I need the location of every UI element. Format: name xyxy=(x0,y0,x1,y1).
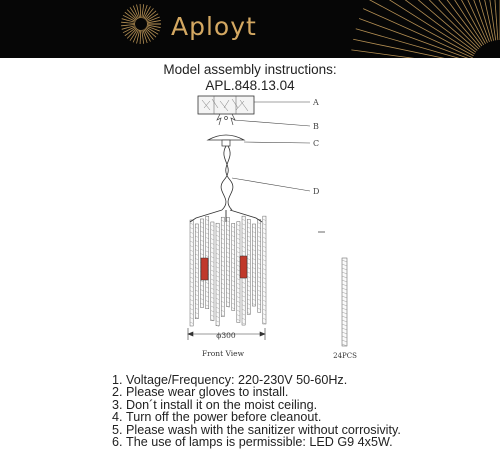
instruction-item: 5. Please wash with the sanitizer without corrosivity. xyxy=(112,422,401,437)
mounting-screws xyxy=(217,114,235,125)
instruction-item: 1. Voltage/Frequency: 220-230V 50-60Hz. xyxy=(112,373,348,387)
dimension-label: ϕ300 xyxy=(216,331,236,340)
leader-lines xyxy=(232,102,310,191)
brand-name: Aployt xyxy=(171,12,257,41)
instruction-item: 6. The use of lamps is permissible: LED G9 4x5W. xyxy=(112,435,393,450)
instruction-item: 3. Don´t install it on the moist ceiling. xyxy=(112,397,318,412)
canopy-cup xyxy=(208,135,244,146)
pendant-count: 24PCS xyxy=(333,352,357,360)
part-label-c: C xyxy=(313,139,320,148)
chain xyxy=(221,146,233,210)
part-label-a: A xyxy=(313,98,319,107)
part-label-b: B xyxy=(313,122,319,131)
ceiling-canopy xyxy=(198,96,254,114)
part-label-d: D xyxy=(313,187,320,196)
crystal-pendant xyxy=(342,258,347,346)
view-label: Front View xyxy=(201,349,245,358)
document-title: Model assembly instructions: xyxy=(163,62,337,77)
instruction-item: 2. Please wear gloves to install. xyxy=(112,385,289,400)
instructions-list xyxy=(112,374,401,448)
instruction-item: 4. Turn off the power before cleanout. xyxy=(112,410,322,425)
model-code: APL.848.13.04 xyxy=(205,78,295,93)
